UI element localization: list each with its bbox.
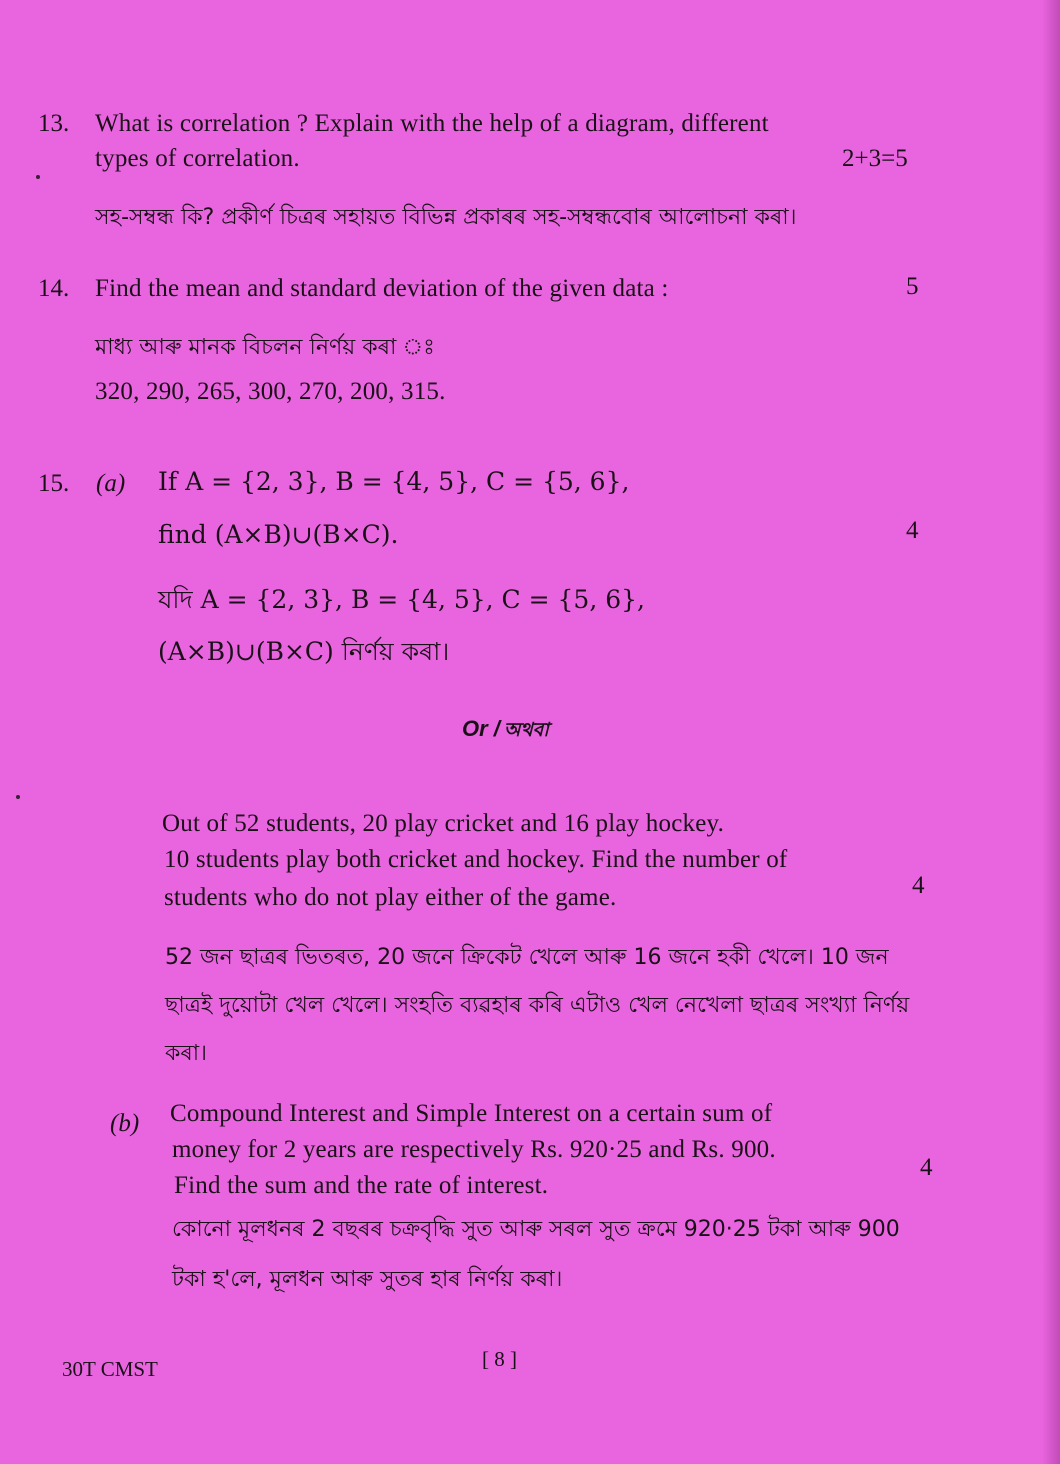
- q13-line2: types of correlation.: [95, 145, 300, 172]
- q15b-line1: Compound Interest and Simple Interest on a certain sum of: [170, 1100, 773, 1127]
- q15b-label: (b): [110, 1110, 140, 1137]
- alt-line1: Out of 52 students, 20 play cricket and 16 play hockey.: [162, 810, 725, 837]
- q15a-bengali-line1: যদি A = {2, 3}, B = {4, 5}, C = {5, 6},: [158, 585, 645, 614]
- page-number: [ 8 ]: [482, 1347, 517, 1371]
- q14-marks: 5: [906, 273, 919, 300]
- scan-edge-shadow: [1042, 0, 1060, 1464]
- q15b-line3: Find the sum and the rate of interest.: [174, 1172, 549, 1199]
- q14-number: 14.: [38, 275, 70, 302]
- q15b-bengali-line2: টকা হ'লে, মূলধন আৰু সুতৰ হাৰ নিৰ্ণয় কৰা।: [172, 1267, 563, 1292]
- q15a-line1: If A = {2, 3}, B = {4, 5}, C = {5, 6},: [158, 467, 630, 496]
- q13-bengali: সহ-সম্বন্ধ কি? প্ৰকীৰ্ণ চিত্ৰৰ সহায়ত বিভিন্ন প্ৰকাৰৰ সহ-সম্বন্ধবোৰ আলোচনা কৰা।: [95, 205, 797, 230]
- alt-bengali-line1: 52 জন ছাত্ৰৰ ভিতৰত, 20 জনে ক্ৰিকেট খেলে আৰু 16 জনে হকী খেলে। 10 জন: [165, 945, 889, 970]
- q15a-bengali-line2: (A×B)∪(B×C) নিৰ্ণয় কৰা।: [158, 637, 450, 666]
- q15a-marks: 4: [906, 517, 919, 544]
- or-bengali: অথবা: [503, 719, 549, 741]
- alt-line3: students who do not play either of the game.: [164, 884, 617, 911]
- scan-speck: [16, 795, 20, 799]
- q15b-line2: money for 2 years are respectively Rs. 920·25 and Rs. 900.: [172, 1136, 776, 1163]
- or-english: Or /: [462, 716, 500, 741]
- paper-code: 30T CMST: [62, 1357, 158, 1381]
- alt-bengali-line3: কৰা।: [165, 1041, 208, 1066]
- q15b-bengali-line1: কোনো মূলধনৰ 2 বছৰৰ চক্ৰবৃদ্ধি সুত আৰু সৰল সুত ক্ৰমে 920·25 টকা আৰু 900: [172, 1217, 900, 1242]
- scan-speck: [36, 175, 40, 179]
- q15-number: 15.: [38, 470, 70, 497]
- q13-line1: What is correlation ? Explain with the help of a diagram, different: [95, 110, 769, 137]
- q14-line1: Find the mean and standard deviation of the given data :: [95, 275, 669, 302]
- alt-line2: 10 students play both cricket and hockey. Find the number of: [164, 846, 788, 873]
- alt-marks: 4: [912, 872, 925, 899]
- q14-bengali: মাধ্য আৰু মানক বিচলন নিৰ্ণয় কৰা ঃ: [95, 335, 435, 360]
- q13-number: 13.: [38, 110, 70, 137]
- or-heading: [462, 716, 549, 748]
- q15a-label: (a): [96, 470, 126, 497]
- alt-bengali-line2: ছাত্ৰই দুয়োটা খেল খেলে। সংহতি ব্যৱহাৰ কৰি এটাও খেল নেখেলা ছাত্ৰৰ সংখ্যা নিৰ্ণয়: [165, 993, 910, 1018]
- q15b-marks: 4: [920, 1154, 933, 1181]
- q13-marks: 2+3=5: [842, 145, 908, 172]
- q15a-line2: find (A×B)∪(B×C).: [158, 520, 399, 549]
- q14-data: 320, 290, 265, 300, 270, 200, 315.: [95, 378, 446, 405]
